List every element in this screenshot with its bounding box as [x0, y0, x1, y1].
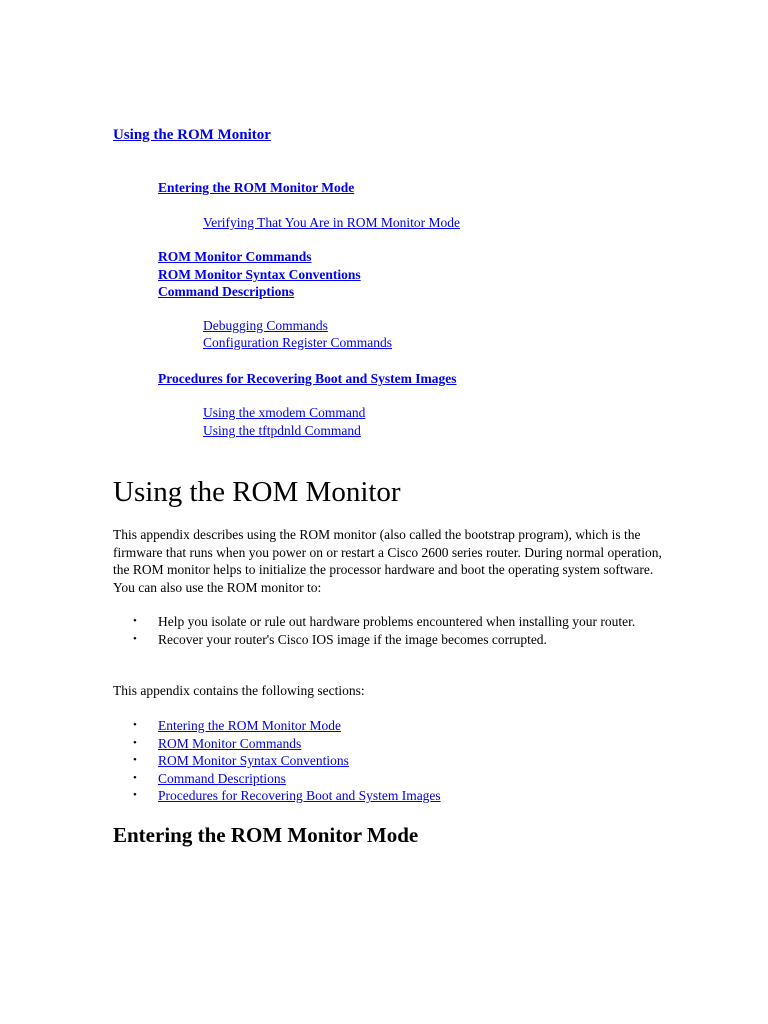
list-item	[113, 787, 673, 805]
list-item-text: Recover your router's Cisco IOS image if the image becomes corrupted.	[158, 631, 547, 647]
toc-link[interactable]: Entering the ROM Monitor Mode	[158, 180, 355, 195]
toc-item-using-xmodem-command	[203, 404, 365, 422]
list-item	[113, 770, 673, 788]
toc-item-configuration-register-commands	[203, 334, 392, 352]
toc-item-rom-monitor-syntax-conventions	[158, 266, 361, 284]
toc-item-verifying-rom-monitor-mode	[203, 214, 460, 232]
uses-list	[113, 613, 673, 648]
list-item	[113, 631, 673, 649]
section-link-recovering-boot-system-images[interactable]: Procedures for Recovering Boot and System Images	[158, 788, 441, 803]
toc-link[interactable]: Procedures for Recovering Boot and System Images	[158, 371, 457, 386]
bullet-glyph: •	[133, 632, 137, 645]
bullet-glyph: •	[133, 771, 137, 784]
page-title: Using the ROM Monitor	[113, 476, 401, 508]
toc-item-entering-rom-monitor-mode	[158, 179, 354, 197]
bullet-glyph: •	[133, 789, 137, 801]
list-item	[113, 717, 673, 735]
toc-item-command-descriptions	[158, 283, 294, 301]
section-link-rom-monitor-syntax-conventions[interactable]: ROM Monitor Syntax Conventions	[158, 753, 349, 768]
section-link-command-descriptions[interactable]: Command Descriptions	[158, 770, 286, 786]
list-item	[113, 735, 673, 753]
section-link-entering-rom-monitor-mode[interactable]: Entering the ROM Monitor Mode	[158, 718, 341, 733]
sections-intro: This appendix contains the following sections:	[113, 683, 365, 698]
toc-link[interactable]: Using the tftpdnld Command	[203, 423, 361, 438]
section-heading: Entering the ROM Monitor Mode	[113, 823, 419, 847]
list-item	[113, 613, 673, 631]
toc-title	[113, 126, 271, 144]
list-item	[113, 752, 673, 770]
toc-title-link[interactable]: Using the ROM Monitor	[113, 127, 271, 143]
toc-link[interactable]: Command Descriptions	[158, 284, 295, 299]
sections-list	[113, 717, 673, 805]
toc-item-recovering-boot-system-images	[158, 370, 456, 388]
toc-link[interactable]: Configuration Register Commands	[203, 335, 392, 350]
toc-link[interactable]: Verifying That You Are in ROM Monitor Mode	[203, 215, 461, 230]
toc-item-debugging-commands	[203, 317, 328, 335]
section-link-rom-monitor-commands[interactable]: ROM Monitor Commands	[158, 735, 302, 751]
list-item-text: Help you isolate or rule out hardware problems encountered when installing your router.	[158, 614, 636, 629]
bullet-glyph: •	[133, 736, 137, 749]
toc-item-using-tftpdnld-command	[203, 422, 361, 440]
intro-paragraph: This appendix describes using the ROM monitor (also called the bootstrap program), which is the firmware that runs when you power on or restart a Cisco 2600 series router. During normal operation, the ROM monitor helps to initialize the processor hardware and boot the operating system software. You can also use the ROM monitor to:	[113, 527, 662, 595]
bullet-glyph: •	[133, 719, 137, 731]
bullet-glyph: •	[133, 615, 137, 627]
toc-link[interactable]: ROM Monitor Syntax Conventions	[158, 267, 361, 282]
toc-item-rom-monitor-commands	[158, 248, 312, 266]
toc-link[interactable]: Debugging Commands	[203, 318, 328, 333]
toc-link[interactable]: Using the xmodem Command	[203, 405, 366, 420]
toc-link[interactable]: ROM Monitor Commands	[158, 249, 312, 264]
bullet-glyph: •	[133, 754, 137, 766]
